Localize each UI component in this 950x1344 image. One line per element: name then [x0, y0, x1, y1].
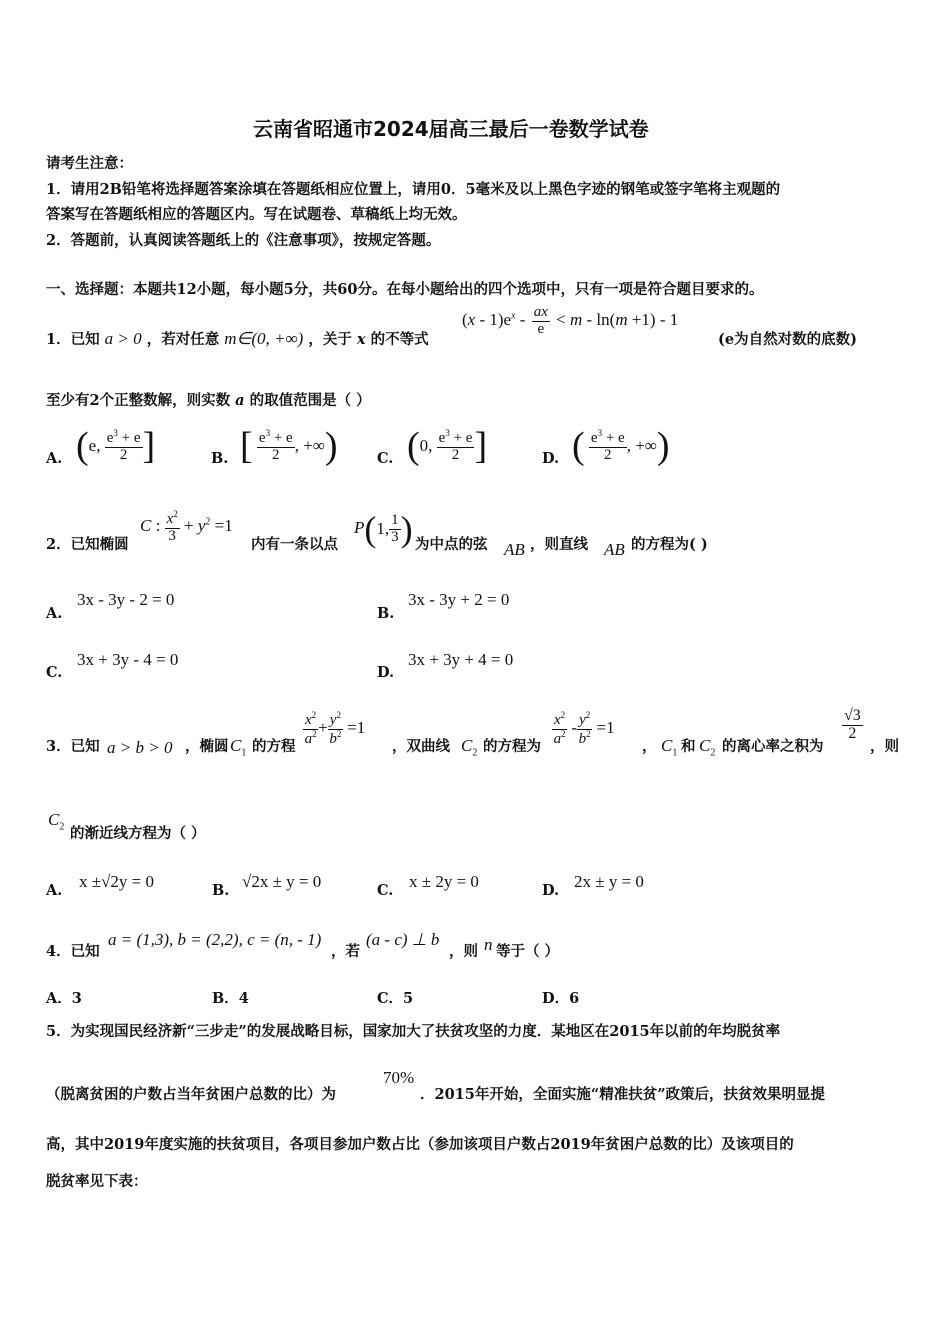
q1-option-b-label: B.	[211, 450, 229, 467]
q1-option-a-label: A.	[46, 450, 63, 467]
q4-vectors: a = (1,3), b = (2,2), c = (n, - 1)	[108, 930, 322, 949]
q1-option-c: (0, $\frac{e^3 + e}{2}$ ]	[407, 425, 488, 467]
q3-hyperbola-eq: $\frac{x^2}{a^2}$ - $\frac{y^2}{b^2}$ =1	[553, 710, 615, 747]
q4-option-a: A．3	[46, 990, 82, 1007]
q4-option-b: B．4	[212, 990, 249, 1007]
q1-cond-m: m∈(0, +∞)	[224, 329, 304, 348]
q3-line2: 的渐近线方程为（ ）	[70, 825, 206, 842]
q3-text-4: ，双曲线	[392, 738, 450, 755]
q2-text-3: 为中点的弦	[415, 536, 488, 553]
q5-line2a: （脱离贫困的户数占当年贫困户总数的比）为	[46, 1086, 336, 1103]
q3-c2-b: $C_2$	[699, 736, 716, 759]
q1-line2-text: 至少有2个正整数解，则实数	[46, 392, 231, 409]
q1-line2-end: 的取值范围是（ ）	[249, 392, 371, 409]
q3-option-c: x ± 2y = 0	[409, 872, 479, 891]
q3-option-c-label: C.	[377, 882, 394, 899]
q2-point: P(1, $\frac{1}{3}$ )	[354, 509, 413, 549]
q3-option-d: 2x ± y = 0	[574, 872, 644, 891]
q3-text-3: 的方程	[252, 738, 296, 755]
q5-line1: 5．为实现国民经济新“三步走”的发展战略目标，国家加大了扶贫攻坚的力度．某地区在2015年以前的年均脱贫率	[46, 1023, 781, 1040]
notice-heading: 请考生注意：	[46, 155, 133, 172]
q3-text-6: ，	[642, 738, 657, 755]
q2-option-a-label: A.	[46, 605, 63, 622]
q1-option-d: ( $\frac{e^3 + e}{2}$ , +∞)	[572, 425, 670, 467]
q2-option-a: 3x - 3y - 2 = 0	[77, 590, 175, 609]
q4-intro: 4．已知	[46, 943, 100, 960]
q5-line3: 高，其中2019年度实施的扶贫项目，各项目参加户数占比（参加该项目户数占2019年贫困户总数的比）及该项目的	[46, 1136, 794, 1153]
q3-text-7: 和	[681, 738, 696, 755]
q4-var-n: n	[484, 935, 493, 954]
page-title: 云南省昭通市2024届高三最后一卷数学试卷	[253, 117, 649, 141]
q3-text-5: 的方程为	[483, 738, 541, 755]
q1-cond-a: a > 0	[104, 329, 142, 348]
q3-c1-b: $C_1$	[661, 736, 678, 759]
q3-text-8: 的离心率之积为	[722, 738, 824, 755]
q1-line2	[46, 389, 371, 410]
q2-option-c-label: C.	[46, 664, 63, 681]
q1-text-4: 的不等式	[370, 331, 429, 348]
q3-text-2: ，椭圆	[185, 738, 229, 755]
q2-intro: 2．已知椭圆	[46, 536, 129, 553]
q3-intro: 3．已知	[46, 738, 100, 755]
q4-option-c: C．5	[377, 990, 414, 1007]
q2-ellipse-eq: C : $\frac{x^2}{3}$ + $y^2 =1$	[140, 509, 233, 544]
q1-option-b: [ $\frac{e^3 + e}{2}$ , +∞)	[240, 425, 338, 467]
q4-text-4: 等于（ ）	[496, 943, 560, 960]
q2-option-d-label: D.	[377, 664, 395, 681]
q2-line-ab: AB	[604, 540, 625, 559]
section-heading: 一、选择题：本题共12小题，每小题5分，共60分。在每小题给出的四个选项中，只有一项是符合题目要求的。	[46, 281, 764, 298]
q3-ellipse-eq: $\frac{x^2}{a^2}$ + $\frac{y^2}{b^2}$ =1	[304, 710, 366, 747]
q1-inequality: $(x - 1)e^x$ - $\frac{ax}{e}$ < m - ln(m +1) - 1	[462, 304, 679, 337]
q1-var-x: x	[356, 331, 366, 348]
q2-option-d: 3x + 3y + 4 = 0	[408, 650, 514, 669]
q2-option-b: 3x - 3y + 2 = 0	[408, 590, 510, 609]
q2-text-2: 内有一条以点	[251, 536, 338, 553]
q2-text-5: 的方程为( )	[631, 536, 708, 553]
q1-text-2: ，若对任意	[146, 331, 220, 348]
q2-chord-ab: AB	[504, 540, 525, 559]
q3-c2-c: $C_2$	[48, 810, 65, 833]
q4-option-d: D．6	[542, 990, 580, 1007]
notice-line-3: 2．答题前，认真阅读答题纸上的《注意事项》，按规定答题。	[46, 232, 441, 249]
q3-condition: a > b > 0	[107, 738, 173, 757]
q3-product: $\frac{√3}{2}$	[844, 707, 861, 742]
q3-text-9: ，则	[870, 738, 899, 755]
notice-line-1: 1．请用2B铅笔将选择题答案涂填在答题纸相应位置上，请用0．5毫米及以上黑色字迹的钢笔或签字笔将主观题的	[46, 181, 781, 198]
q5-percent: 70%	[383, 1068, 415, 1087]
q3-c2-a: $C_2$	[461, 736, 478, 759]
q3-option-a-label: A.	[46, 882, 63, 899]
q3-option-b-label: B.	[212, 882, 230, 899]
q5-line2b: ．2015年开始，全面实施“精准扶贫”政策后，扶贫效果明显提	[420, 1086, 826, 1103]
q2-option-c: 3x + 3y - 4 = 0	[77, 650, 179, 669]
q1-line1	[46, 328, 429, 349]
notice-line-2: 答案写在答题纸相应的答题区内。写在试题卷、草稿纸上均无效。	[46, 206, 467, 223]
q1-option-a: (e, $\frac{e^3 + e}{2}$ ]	[76, 425, 156, 467]
q1-note: (e为自然对数的底数)	[718, 331, 857, 348]
q3-option-d-label: D.	[542, 882, 560, 899]
q4-text-2: ，若	[331, 943, 360, 960]
q5-line4: 脱贫率见下表：	[46, 1173, 148, 1190]
q4-perp: (a - c) ⊥ b	[366, 930, 440, 949]
q2-text-4: ，则直线	[530, 536, 588, 553]
q4-text-3: ，则	[449, 943, 478, 960]
q1-option-c-label: C.	[377, 450, 394, 467]
q2-option-b-label: B.	[377, 605, 395, 622]
q3-option-a: x ±√2y = 0	[79, 872, 154, 891]
q3-option-b: √2x ± y = 0	[242, 872, 322, 891]
q3-c1-a: $C_1$	[230, 736, 247, 759]
q1-text-3: ，关于	[308, 331, 352, 348]
q1-var-a: a	[235, 392, 245, 409]
q1-option-d-label: D.	[542, 450, 560, 467]
q1-intro: 1．已知	[46, 331, 100, 348]
